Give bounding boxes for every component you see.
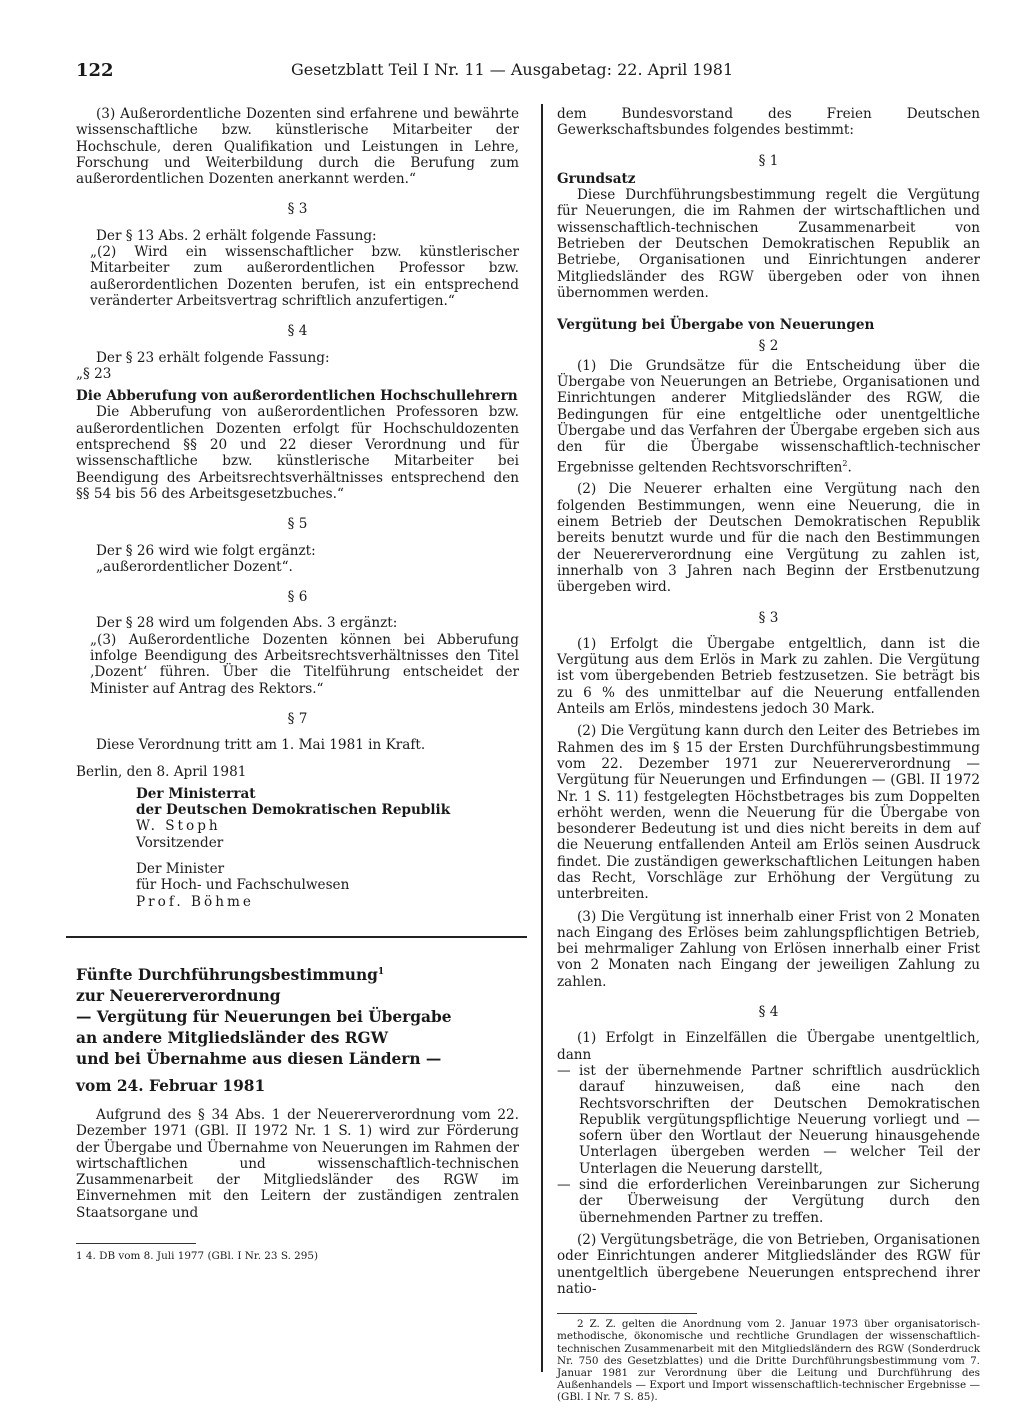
paragraph: (2) Die Neuerer erhalten eine Vergütung nach den folgenden Bestimmungen, wenn eine Neuerung, die in einem Betrieb der Deutschen Demokratischen Republik bereits benutzt wurde und für die nach den Bestimmungen der Neuererverordnung eine Vergütung zu zahlen ist, innerhalb von 3 Jahren nach Beginn der Erstbenutzung übergeben wird. bbox=[557, 481, 980, 596]
preamble: Aufgrund des § 34 Abs. 1 der Neuererverordnung vom 22. Dezember 1971 (GBl. II 1972 Nr. 1 S. 1) wird zur Förderung der Übergabe und Übernahme von Neuerungen im Rahmen der wirtschaftlichen und wissenschaftlich-technischen Zusammenarbeit der Mitgliedsländer des RGW im Einvernehmen mit den Leitern der zuständigen zentralen Staatsorgane und bbox=[76, 1107, 519, 1221]
paragraph: Der § 26 wird wie folgt ergänzt: bbox=[96, 542, 316, 559]
title-date: vom 24. Februar 1981 bbox=[76, 1077, 266, 1095]
section-heading: Die Abberufung von außerordentlichen Hochschullehrern bbox=[76, 388, 518, 405]
signature-name: W. Stoph bbox=[136, 818, 221, 835]
paragraph: (3) Die Vergütung ist innerhalb einer Frist von 2 Monaten nach Eingang des Erlöses beim zahlungspflichtigen Betrieb, bei mehrmaliger Zahlung von Erlösen innerhalb einer Frist von 2 Monaten nach Eingang der jeweiligen Zahlung zu zahlen. bbox=[557, 908, 980, 990]
place-date: Berlin, den 8. April 1981 bbox=[76, 763, 247, 780]
quoted-section-number: „§ 23 bbox=[76, 365, 112, 382]
section-number: § 2 bbox=[758, 337, 779, 354]
section-number: § 7 bbox=[287, 710, 308, 727]
paragraph: Die Abberufung von außerordentlichen Professoren bzw. außerordentlichen Dozenten erfolgt für Hochschuldozenten entsprechend §§ 20 und 22 dieser Verordnung und für wissenschaftliche bzw. künstlerische Mitarbeiter bei Beendigung des Arbeitsrechtsverhältnisses entsprechend den §§ 54 bis 56 des Arbeitsgesetzbuches.“ bbox=[76, 404, 519, 502]
title-line: Fünfte Durchführungsbestimmung$^1$ bbox=[76, 966, 385, 984]
signature-institution: für Hoch- und Fachschulwesen bbox=[136, 877, 350, 894]
title-line: — Vergütung für Neuerungen bei Übergabe bbox=[76, 1008, 452, 1026]
signature-name: Prof. Böhme bbox=[136, 893, 254, 910]
footnote-marker: 1 bbox=[377, 966, 385, 977]
paragraph: Diese Verordnung tritt am 1. Mai 1981 in Kraft. bbox=[96, 737, 426, 754]
section-number: § 6 bbox=[287, 589, 308, 606]
page-number: 122 bbox=[76, 60, 114, 81]
quoted-text: „außerordentlicher Dozent“. bbox=[96, 558, 293, 575]
paragraph: (2) Die Vergütung kann durch den Leiter des Betriebes im Rahmen des im § 15 der Ersten Durchführungsbestimmung vom 22. Dezember 1971 zur Neuererverordnung — Vergütung für Neuerungen und Erfindungen — (GBl. II 1972 Nr. 1 S. 11) festgelegten Höchstbetrages bis zum Doppelten erhöht werden, wenn die Neuerung für die Übergabe von besonderer Bedeutung ist und dies nicht bereits in dem auf die Neuerung entfallenden Anteil am Erlös seinen Ausdruck findet. Die zuständigen gewerkschaftlichen Leitungen haben das Recht, Vorschläge zur Erhöhung der Vergütung zu unterbreiten. bbox=[557, 723, 980, 903]
page-header bbox=[76, 60, 976, 84]
footnote: 1 4. DB vom 8. Juli 1977 (GBl. I Nr. 23 S. 295) bbox=[76, 1250, 319, 1263]
signature-institution: Der Minister bbox=[136, 860, 225, 877]
quoted-text: „(3) Außerordentliche Dozenten können bei Abberufung infolge Beendigung des Arbeitsrechtsverhältnisses den Titel ‚Dozent‘ führen. Über die Titelführung entscheidet der Minister auf Antrag des Rektors.“ bbox=[90, 631, 519, 697]
dash-marker: — bbox=[557, 1177, 571, 1194]
footnote-marker: 2 bbox=[842, 458, 848, 468]
footnote-rule bbox=[76, 1243, 196, 1244]
paragraph: Diese Durchführungsbestimmung regelt die Vergütung für Neuerungen, die im Rahmen der wirtschaftlichen und wissenschaftlich-technischen Zusammenarbeit von Betrieben der Deutschen Demokratischen Republik an Betriebe, Organisationen und Einrichtungen anderer Mitgliedsländer des RGW übergeben oder von ihnen übernommen werden. bbox=[557, 187, 980, 301]
list-item: — ist der übernehmende Partner schriftlich ausdrücklich darauf hinzuweisen, daß eine nach den Rechtsvorschriften der Deutschen Demokratischen Republik vergütungspflichtige Neuerung vorliegt und — sofern über den Wortlaut der Neuerung hinausgehende Unterlagen übergeben werden — welcher Teil der Unterlagen die Neuerung darstellt, bbox=[557, 1062, 980, 1177]
running-title: Gesetzblatt Teil I Nr. 11 — Ausgabetag: 22. April 1981 bbox=[291, 60, 734, 79]
paragraph: (1) Die Grundsätze für die Entscheidung über die Übergabe von Neuerungen an Betriebe, Organisationen und Einrichtungen anderer Mitgliedsländer des RGW, die Bedingungen für eine entgeltliche oder unentgeltliche Übergabe und das Verfahren der Übergabe ergeben sich aus den für die Übergabe wissenschaftlich-technischer Ergebnisse geltenden Rechtsvorschriften$^2$. bbox=[557, 357, 980, 476]
list-item: — sind die erforderlichen Vereinbarungen zur Sicherung der Überweisung der Vergütung durch den übernehmenden Partner zu treffen. bbox=[557, 1177, 980, 1226]
signature-institution: der Deutschen Demokratischen Republik bbox=[136, 802, 451, 819]
paragraph: dem Bundesvorstand des Freien Deutschen Gewerkschaftsbundes folgendes bestimmt: bbox=[557, 106, 980, 139]
section-heading: Grundsatz bbox=[557, 170, 636, 187]
left-column bbox=[76, 106, 519, 1262]
signature-block bbox=[136, 786, 519, 910]
section-number: § 4 bbox=[287, 323, 308, 340]
dash-marker: — bbox=[557, 1062, 571, 1079]
paragraph: (1) Erfolgt in Einzelfällen die Übergabe unentgeltlich, dann bbox=[557, 1030, 980, 1063]
section-number: § 1 bbox=[758, 152, 779, 169]
quoted-text: „(2) Wird ein wissenschaftlicher bzw. künstlerischer Mitarbeiter zum außerordentlichen Professor bzw. außerordentlichen Dozenten berufen, ist ein entsprechend veränderter Arbeitsvertrag schriftlich anzufertigen.“ bbox=[90, 244, 519, 309]
signature-institution: Der Ministerrat bbox=[136, 785, 256, 802]
title-line: an andere Mitgliedsländer des RGW bbox=[76, 1029, 388, 1047]
paragraph: Der § 28 wird um folgenden Abs. 3 ergänzt: bbox=[96, 615, 398, 632]
title-line: zur Neuererverordnung bbox=[76, 987, 281, 1005]
regulation-title bbox=[76, 962, 519, 1097]
section-number: § 3 bbox=[758, 609, 779, 626]
paragraph: Der § 23 erhält folgende Fassung: bbox=[96, 349, 330, 366]
section-number: § 5 bbox=[287, 516, 308, 533]
right-column bbox=[557, 106, 980, 1404]
footnote: 2 Z. Z. gelten die Anordnung vom 2. Januar 1973 über organisatorisch-methodische, ökonomische und rechtliche Grundlagen der wissenschaftlich-technischen Zusammenarbeit mit den Mitgliedsländern des RGW (Sonderdruck Nr. 750 des Gesetzblattes) und die Dritte Durchführungsbestimmung vom 7. Januar 1981 zur Verordnung über die Leitung und Durchführung des Außenhandels — Export und Import wissenschaftlich-technischer Ergebnisse — (GBl. I Nr. 7 S. 85). bbox=[557, 1318, 980, 1404]
paragraph: (3) Außerordentliche Dozenten sind erfahrene und bewährte wissenschaftliche bzw. künstlerische Mitarbeiter der Hochschule, deren Qualifikation und Leistungen in Lehre, Forschung und Weiterbildung durch die Berufung zum außerordentlichen Dozenten anerkannt werden.“ bbox=[76, 106, 519, 188]
paragraph: (2) Vergütungsbeträge, die von Betrieben, Organisationen oder Einrichtungen anderer Mitgliedsländer des RGW für unentgeltlich übergebene Neuerungen entsprechend ihrer natio- bbox=[557, 1231, 980, 1297]
chapter-heading: Vergütung bei Übergabe von Neuerungen bbox=[557, 317, 875, 334]
signature-role: Vorsitzender bbox=[136, 834, 224, 851]
paragraph: (1) Erfolgt die Übergabe entgeltlich, dann ist die Vergütung aus dem Erlös in Mark zu zahlen. Die Vergütung ist vom übergebenden Betrieb festzusetzen. Sie beträgt bis zu 6 % des unmittelbar auf die Neuerung entfallenden Anteils am Erlös, mindestens jedoch 30 Mark. bbox=[557, 635, 980, 718]
paragraph: Der § 13 Abs. 2 erhält folgende Fassung: bbox=[96, 227, 377, 244]
section-separator bbox=[66, 936, 527, 938]
column-divider bbox=[541, 104, 543, 1372]
section-number: § 3 bbox=[287, 201, 308, 218]
title-line: und bei Übernahme aus diesen Ländern — bbox=[76, 1050, 442, 1068]
section-number: § 4 bbox=[758, 1004, 779, 1021]
footnote-rule bbox=[557, 1313, 697, 1314]
